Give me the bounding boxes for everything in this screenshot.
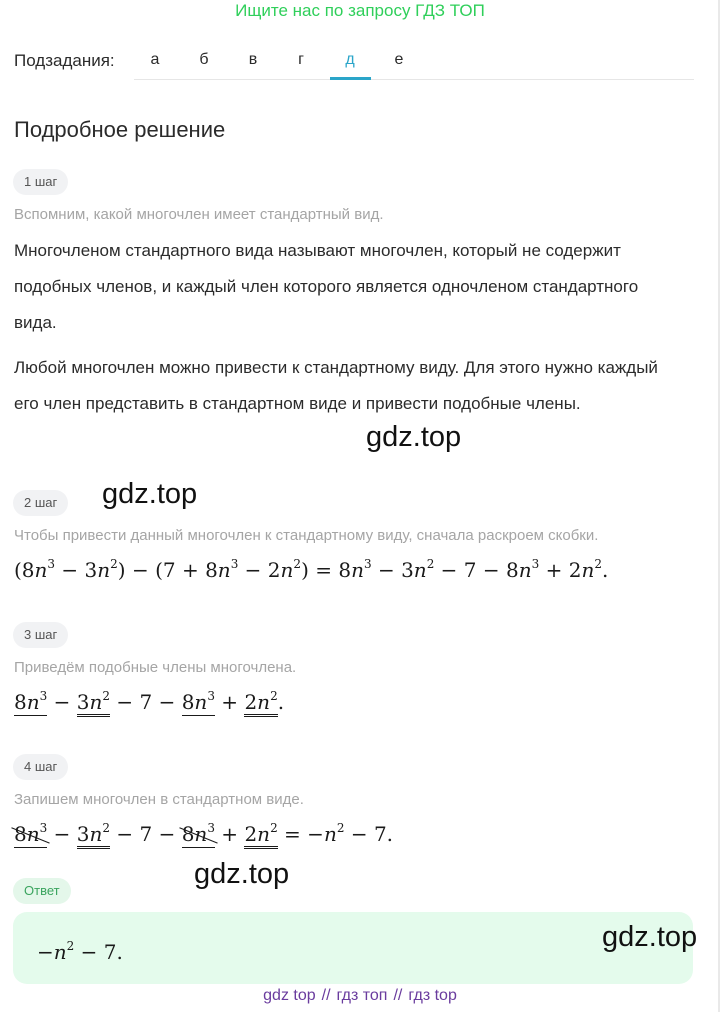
step-4-formula: $8n^3$ − $3n^2 - 7 - 8n^3$ + $2n^2 = -n^2 - 7$.	[14, 822, 393, 846]
tab-b[interactable]: б	[199, 51, 209, 68]
tab-d[interactable]: д	[345, 51, 355, 68]
step-2-note: Чтобы привести данный многочлен к стандартному виду, сначала раскроем скобки.	[14, 527, 599, 544]
step-1-paragraph-2: Любой многочлен можно привести к стандартному виду. Для этого нужно каждый его член представить в стандартном виде и привести подобные члены.	[14, 358, 658, 413]
tabs-divider	[134, 79, 694, 80]
page-title: Подробное решение	[14, 117, 226, 142]
watermark-3: gdz.top	[194, 858, 290, 890]
watermark-2: gdz.top	[102, 478, 198, 510]
footer-links	[0, 987, 720, 1005]
tab-a[interactable]: а	[150, 51, 160, 68]
active-tab-indicator	[330, 77, 371, 80]
step-1-paragraph-1: Многочленом стандартного вида называют многочлен, который не содержит подобных членов, и каждый член которого является одночленом стандартного вида.	[14, 241, 639, 332]
subtasks-bar	[14, 48, 694, 80]
footer-link-2[interactable]: гдз топ	[336, 987, 388, 1004]
footer-separator-2: //	[393, 987, 403, 1004]
subtasks-label: Подзадания:	[14, 51, 115, 70]
tab-g[interactable]: г	[298, 51, 304, 68]
tab-v[interactable]: в	[248, 51, 258, 68]
promo-banner: Ищите нас по запросу ГДЗ ТОП	[235, 1, 485, 20]
step-3-note: Приведём подобные члены многочлена.	[14, 659, 297, 676]
step-2-badge: 2 шаг	[13, 490, 68, 516]
footer-link-1[interactable]: gdz top	[263, 987, 316, 1004]
step-1-note: Вспомним, какой многочлен имеет стандартный вид.	[14, 206, 384, 223]
watermark-4: gdz.top	[602, 921, 698, 953]
tab-e[interactable]: е	[394, 51, 404, 68]
watermark-1: gdz.top	[366, 421, 462, 453]
step-3-formula: $8n^3 - 3n^2 - 7 - 8n^3 + 2n^2$.	[14, 690, 284, 714]
answer-box	[13, 912, 693, 984]
answer-badge: Ответ	[13, 878, 71, 904]
step-4-badge: 4 шаг	[13, 754, 68, 780]
footer-link-3[interactable]: гдз top	[408, 987, 457, 1004]
answer-formula: $-n^2 - 7$.	[37, 939, 123, 964]
footer-separator-1: //	[321, 987, 331, 1004]
step-2-formula: $(8n^3 - 3n^2) - (7 + 8n^3 - 2n^2) = 8n^3 - 3n^2 - 7 - 8n^3 + 2n^2$.	[14, 557, 609, 582]
step-1-badge: 1 шаг	[13, 169, 68, 195]
step-4-note: Запишем многочлен в стандартном виде.	[14, 791, 304, 808]
step-3-badge: 3 шаг	[13, 622, 68, 648]
